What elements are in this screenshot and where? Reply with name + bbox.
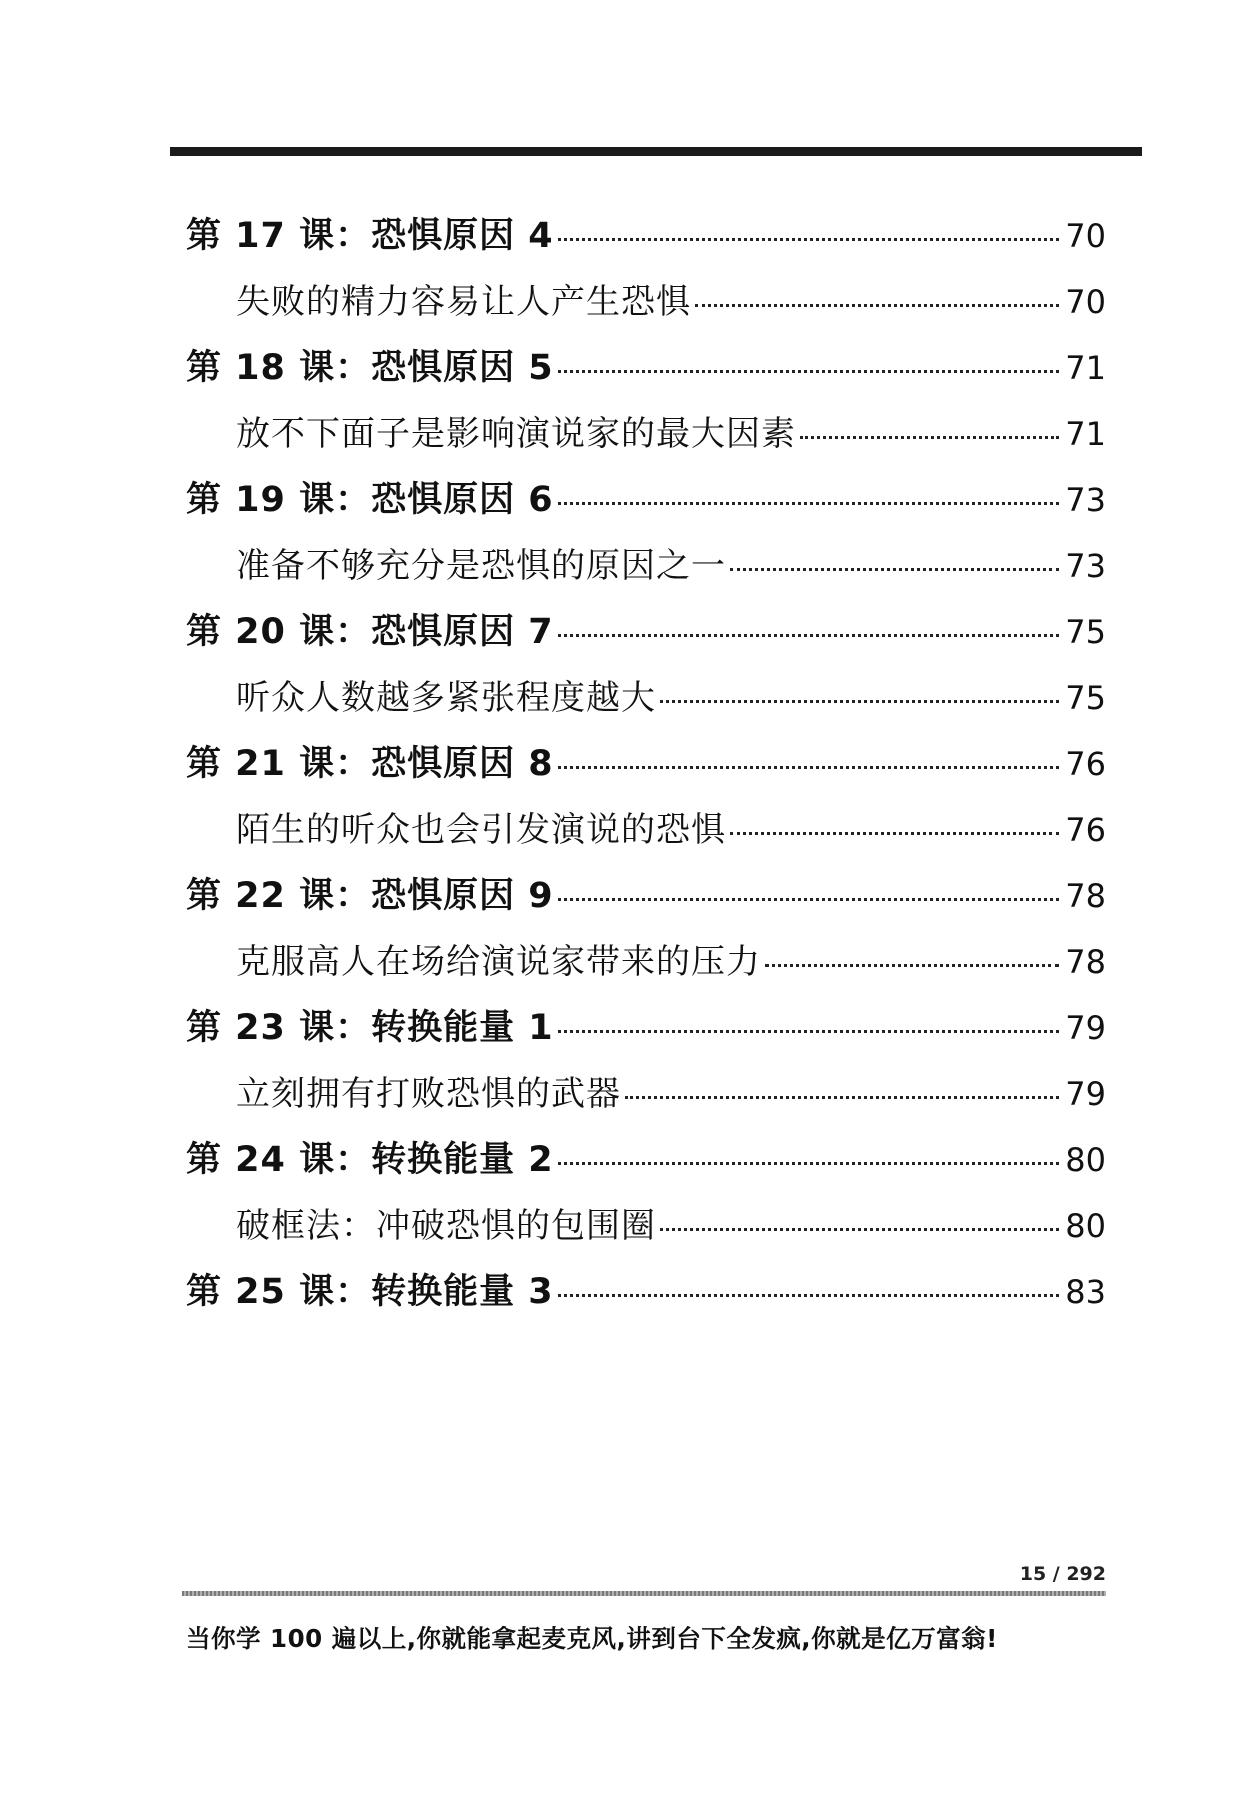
toc-entry-title: 失败的精力容易让人产生恐惧 [236,282,691,322]
toc-sub-entry [236,670,1106,719]
toc-entry-page: 78 [1065,943,1106,981]
toc-entry-page: 71 [1065,415,1106,453]
toc-sub-entry [236,1198,1106,1247]
toc-entry-title: 第 24 课：转换能量 2 [186,1140,554,1180]
toc-entry-title: 克服高人在场给演说家带来的压力 [236,942,761,982]
toc-dot-leader [558,766,1060,769]
toc-lesson-entry [186,868,1106,918]
toc-entry-page: 83 [1065,1273,1106,1311]
toc-dot-leader [558,1294,1060,1297]
toc-dot-leader [730,832,1059,835]
toc-entry-page: 70 [1065,283,1106,321]
toc-entry-title: 第 20 课：恐惧原因 7 [186,612,554,652]
toc-entry-page: 75 [1065,679,1106,717]
toc-entry-page: 79 [1065,1009,1106,1047]
toc-lesson-entry [186,1132,1106,1182]
toc-dot-leader [558,238,1060,241]
toc-dot-leader [765,964,1059,967]
toc-entry-page: 71 [1065,349,1106,387]
toc-entry-title: 第 22 课：恐惧原因 9 [186,876,554,916]
toc-dot-leader [558,370,1060,373]
toc-lesson-entry [186,604,1106,654]
toc-entry-title: 放不下面子是影响演说家的最大因素 [236,414,796,454]
toc-entry-title: 听众人数越多紧张程度越大 [236,678,656,718]
toc-entry-title: 第 17 课：恐惧原因 4 [186,216,554,256]
toc-lesson-entry [186,208,1106,258]
toc-dot-leader [800,436,1059,439]
toc-lesson-entry [186,1264,1106,1314]
toc-sub-entry [236,538,1106,587]
toc-entry-title: 第 25 课：转换能量 3 [186,1272,554,1312]
toc-dot-leader [558,634,1060,637]
toc-dot-leader [558,1162,1060,1165]
toc-entry-title: 立刻拥有打败恐惧的武器 [236,1074,621,1114]
toc-dot-leader [558,502,1060,505]
toc-entry-page: 73 [1065,481,1106,519]
toc-lesson-entry [186,340,1106,390]
toc-entry-page: 78 [1065,877,1106,915]
toc-entry-title: 破框法：冲破恐惧的包围圈 [236,1206,656,1246]
toc-entry-title: 第 23 课：转换能量 1 [186,1008,554,1048]
toc-entry-page: 76 [1065,745,1106,783]
toc-lesson-entry [186,1000,1106,1050]
toc-entry-page: 80 [1065,1207,1106,1245]
toc-dot-leader [625,1096,1059,1099]
toc-dot-leader [660,700,1059,703]
toc-dot-leader [558,898,1060,901]
toc-sub-entry [236,406,1106,455]
toc-entry-page: 80 [1065,1141,1106,1179]
page-number: 15 / 292 [1019,1563,1106,1585]
toc-entry-title: 第 18 课：恐惧原因 5 [186,348,554,388]
toc-dot-leader [730,568,1059,571]
footer-slogan: 当你学 100 遍以上,你就能拿起麦克风,讲到台下全发疯,你就是亿万富翁! [186,1624,998,1653]
toc-dot-leader [695,304,1059,307]
toc-sub-entry [236,802,1106,851]
toc-entry-page: 76 [1065,811,1106,849]
toc-entry-page: 75 [1065,613,1106,651]
toc-lesson-entry [186,736,1106,786]
toc-sub-entry [236,1066,1106,1115]
footer-rule [182,1591,1106,1596]
toc-entry-page: 70 [1065,217,1106,255]
toc-dot-leader [660,1228,1059,1231]
toc-entry-page: 73 [1065,547,1106,585]
toc-sub-entry [236,274,1106,323]
toc-entry-title: 陌生的听众也会引发演说的恐惧 [236,810,726,850]
toc-lesson-entry [186,472,1106,522]
toc-entry-title: 准备不够充分是恐惧的原因之一 [236,546,726,586]
toc-dot-leader [558,1030,1060,1033]
toc-entry-title: 第 19 课：恐惧原因 6 [186,480,554,520]
toc-sub-entry [236,934,1106,983]
toc-entry-title: 第 21 课：恐惧原因 8 [186,744,554,784]
toc-entry-page: 79 [1065,1075,1106,1113]
header-rule [170,147,1142,156]
